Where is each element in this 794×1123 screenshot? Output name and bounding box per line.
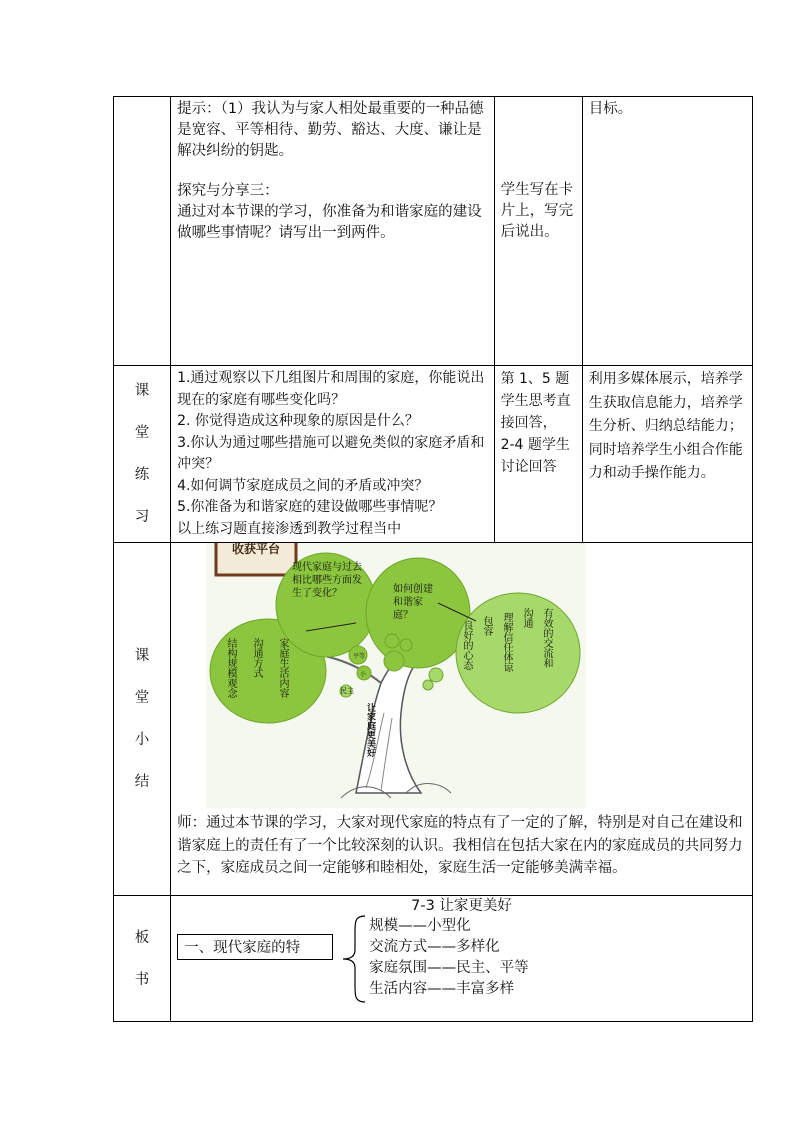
row-label-empty xyxy=(114,97,171,366)
hint-text: 提示：（1）我认为与家人相处最重要的一种品德是宽容、平等相待、勤劳、豁达、大度、谦让是解决纠纷的钥匙。 xyxy=(177,101,484,159)
list-item: 5.你准备为和谐家庭的建设做哪些事情呢？ xyxy=(177,499,443,515)
board-title: 7-3 让家更美好 xyxy=(411,898,512,914)
right-col-3: 理解信任体谅 xyxy=(501,612,513,672)
trunk-text: 让家庭更美好 xyxy=(365,703,376,757)
student-text: 学生写在卡片上，写完后说出。 xyxy=(500,182,574,240)
board-list xyxy=(369,916,529,1000)
goal-cell xyxy=(582,97,752,366)
summary-text: 师：通过本节课的学习，大家对现代家庭的特点有了一定的了解，特别是对自己在建设和谐家庭上的责任有了一个比较深刻的认识。我相信在包括大家在内的家庭成员的共同努力之下，家庭成员之间一定能够和睦相处，家庭生活一定能够美满幸福。 xyxy=(177,815,743,876)
right-col-1: 良好的心态 xyxy=(461,620,473,670)
right-col-4: 沟通 xyxy=(521,608,533,628)
list-item: 生活内容——丰富多样 xyxy=(369,981,515,997)
table-row-summary xyxy=(114,543,753,896)
right-col-2: 包容 xyxy=(481,616,493,636)
summary-cell xyxy=(171,543,753,896)
goal-cell xyxy=(582,366,752,543)
left-col-2: 沟通方式 xyxy=(251,638,263,678)
sign-label: 收获平台 xyxy=(232,543,281,556)
activity-cell xyxy=(171,97,495,366)
student-cell xyxy=(494,97,582,366)
trunk-small-2: 民主 xyxy=(340,687,355,695)
goal-text: 利用多媒体展示，培养学生获取信息能力，培养学生分析、归纳总结能力；同时培养学生小组合作能力和动手操作能力。 xyxy=(588,371,743,481)
right-col-5: 有效的交流和 xyxy=(541,608,553,668)
board-box: 一、现代家庭的特 xyxy=(177,934,333,960)
row-label-summary: 课 堂 小 结 xyxy=(114,543,171,896)
list-item: 4.如何调节家庭成员之间的矛盾或冲突？ xyxy=(177,477,429,494)
tree-diagram xyxy=(206,543,586,808)
brace-icon xyxy=(341,914,367,1004)
list-item: 2. 你觉得造成这种现象的原因是什么？ xyxy=(177,413,419,429)
list-item: 家庭氛围——民主、平等 xyxy=(369,960,529,976)
mid-bubble-text: 如何创建和谐家庭？ xyxy=(393,584,434,621)
list-item: 3.你认为通过哪些措施可以避免类似的家庭矛盾和冲突？ xyxy=(177,434,485,472)
list-item: 交流方式——多样化 xyxy=(369,939,500,955)
table-row-practice xyxy=(114,366,753,543)
list-item: 1.通过观察以下几组图片和周围的家庭，你能说出现在的家庭有哪些变化吗？ xyxy=(177,370,485,408)
table-row-board xyxy=(114,896,753,1022)
explore-title: 探究与分享三： xyxy=(177,183,279,199)
row-label-practice: 课 堂 练 习 xyxy=(114,366,171,543)
explore-text: 通过对本节课的学习，你准备为和谐家庭的建设做哪些事情呢？请写出一到两件。 xyxy=(177,204,482,241)
student-text: 第 1、5 题学生思考直接回答， 2-4 题学生讨论回答 xyxy=(500,371,571,475)
center-bubble-text: 现代家庭与过去相比哪些方面发生了变化？ xyxy=(292,562,363,599)
practice-questions xyxy=(171,366,495,543)
board-content xyxy=(171,896,752,1020)
goal-text: 目标。 xyxy=(588,101,633,117)
row-label-board: 板 书 xyxy=(114,896,171,1022)
list-item: 规模——小型化 xyxy=(369,918,471,934)
tree-diagram-svg xyxy=(206,543,586,808)
lesson-plan-table xyxy=(113,96,753,1022)
table-row-explore xyxy=(114,97,753,366)
list-item: 以上练习题直接渗透到教学过程当中 xyxy=(177,520,402,537)
left-col-1: 家庭生活内容 xyxy=(277,638,289,698)
trunk-small-3: 小 xyxy=(360,671,367,678)
trunk-small-1: 平等 xyxy=(353,653,366,660)
student-cell xyxy=(494,366,582,543)
left-col-3: 结构规模观念 xyxy=(225,638,237,698)
board-cell xyxy=(171,896,753,1022)
